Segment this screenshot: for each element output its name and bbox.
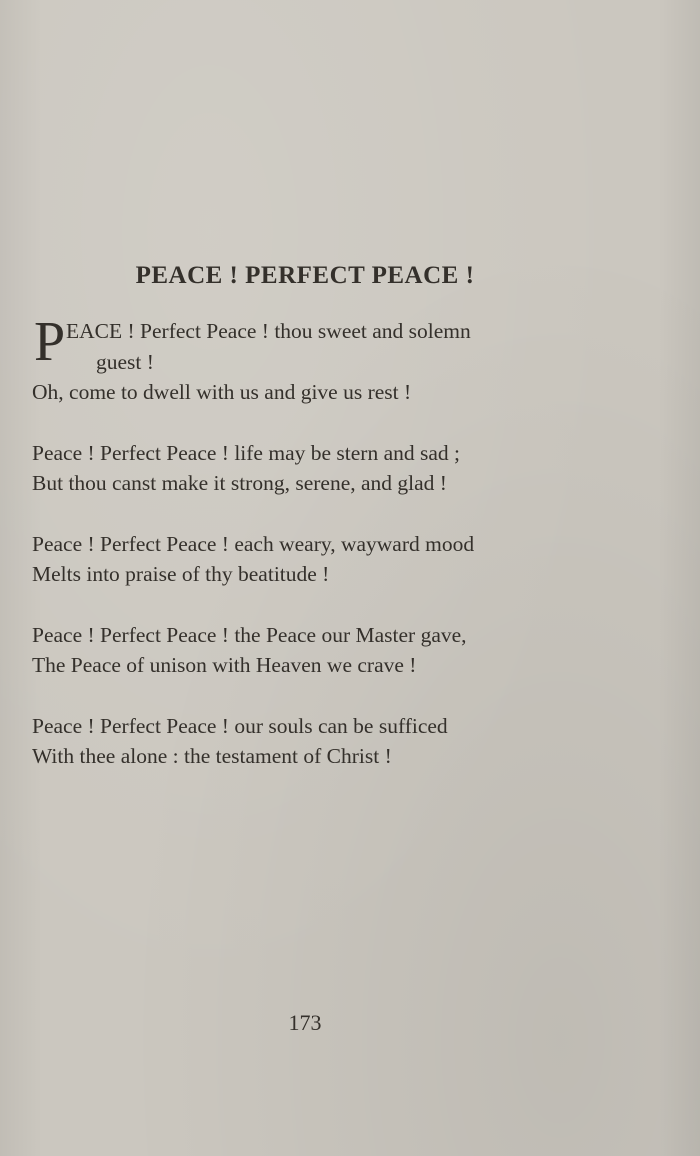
poem-line: Peace ! Perfect Peace ! each weary, wayward mood bbox=[32, 531, 475, 556]
poem-body bbox=[32, 311, 592, 772]
page-number: 173 bbox=[288, 1010, 322, 1035]
stanza-gap bbox=[32, 681, 592, 711]
poem-line-continuation: guest ! bbox=[96, 349, 154, 374]
poem-line: Melts into praise of thy beatitude ! bbox=[32, 562, 330, 586]
stanza-3 bbox=[32, 529, 592, 590]
stanza-gap bbox=[32, 590, 592, 620]
stanza-1 bbox=[32, 311, 592, 408]
drop-cap: P bbox=[34, 311, 66, 373]
stanza-gap bbox=[32, 499, 592, 529]
stanza-2 bbox=[32, 438, 592, 499]
stanza-gap bbox=[32, 408, 592, 438]
poem-line: Peace ! Perfect Peace ! life may be stern and sad ; bbox=[32, 440, 461, 465]
poem-title: PEACE ! PERFECT PEACE ! bbox=[135, 262, 475, 289]
poem-line: But thou canst make it strong, serene, and glad ! bbox=[32, 471, 447, 495]
poem-line: Peace ! Perfect Peace ! our souls can be sufficed bbox=[32, 713, 448, 738]
poem-line: With thee alone : the testament of Christ ! bbox=[32, 744, 392, 768]
poem-line: The Peace of unison with Heaven we crave ! bbox=[32, 653, 417, 677]
stanza-4 bbox=[32, 620, 592, 681]
poem-line: Peace ! Perfect Peace ! the Peace our Master gave, bbox=[32, 622, 467, 647]
first-line-text: EACE ! Perfect Peace ! thou sweet and solemn bbox=[66, 319, 471, 343]
poem-line: Oh, come to dwell with us and give us rest ! bbox=[32, 380, 412, 404]
stanza-5 bbox=[32, 711, 592, 772]
